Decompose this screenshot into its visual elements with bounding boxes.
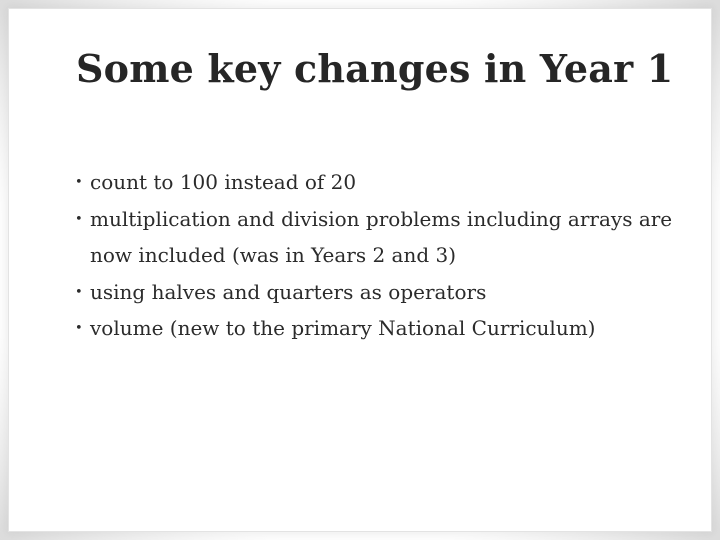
- bullet-item: [75, 201, 675, 274]
- bullet-text: using halves and quarters as operators: [90, 279, 487, 304]
- bullet-text: count to 100 instead of 20: [90, 170, 357, 194]
- bullet-item: [75, 310, 675, 347]
- bullet-marker: •: [75, 211, 83, 227]
- bullet-marker: •: [75, 175, 83, 190]
- bullet-item: [75, 274, 675, 311]
- bullet-text: volume (new to the primary National Curriculum): [90, 316, 596, 340]
- bullet-marker: •: [75, 284, 83, 300]
- bullet-item: [75, 164, 675, 201]
- bullet-text: multiplication and division problems including arrays are now included (was in Years 2 and 3): [90, 206, 673, 267]
- bullet-marker: •: [75, 321, 83, 336]
- bullet-list: [75, 164, 675, 347]
- slide-title: Some key changes in Year 1: [76, 46, 674, 91]
